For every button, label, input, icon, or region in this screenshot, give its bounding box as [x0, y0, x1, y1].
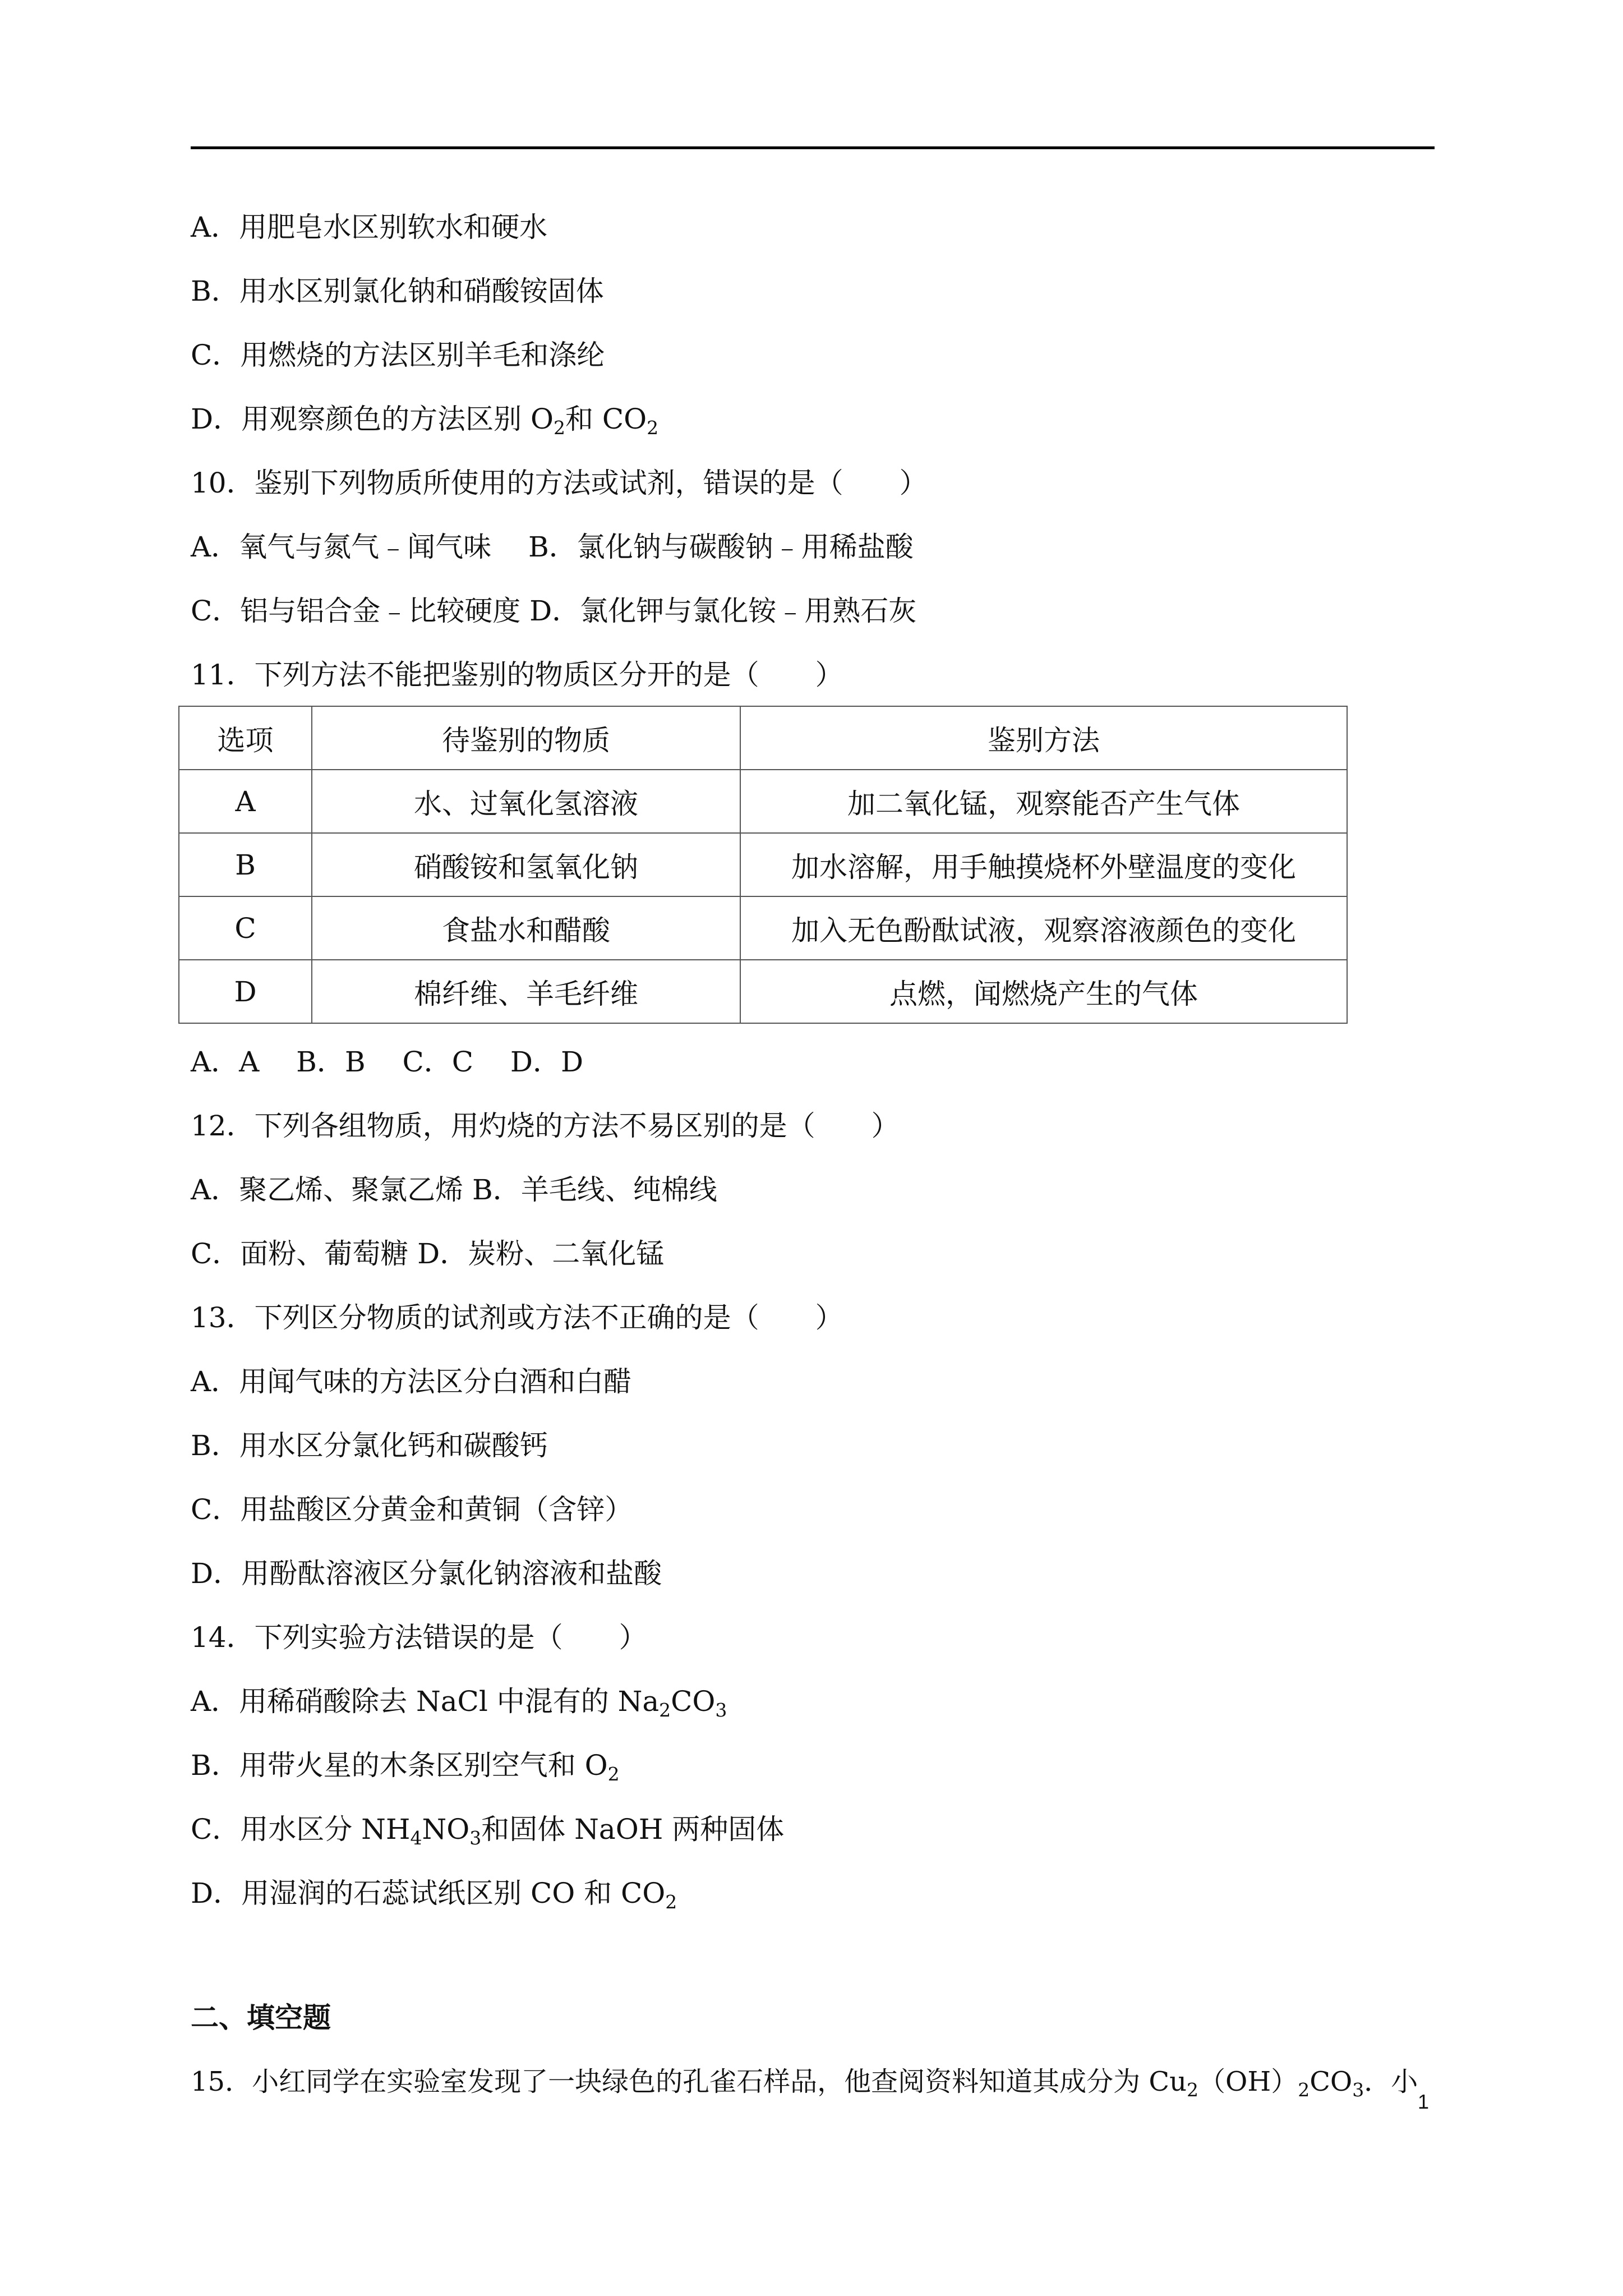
- header-method: 鉴别方法: [740, 706, 1347, 770]
- q12-options-ab: A．聚乙烯、聚氯乙烯 B．羊毛线、纯棉线: [191, 1174, 717, 1206]
- header-substance: 待鉴别的物质: [312, 706, 740, 770]
- q13-option-d: D．用酚酞溶液区分氯化钠溶液和盐酸: [191, 1557, 662, 1590]
- table-header-row: [179, 706, 1347, 770]
- table-row: [179, 960, 1347, 1023]
- q11-stem: 11．下列方法不能把鉴别的物质区分开的是（ ）: [191, 659, 843, 691]
- q10-options-cd: C．铝与铝合金﹣比较硬度 D．氯化钾与氯化铵﹣用熟石灰: [191, 595, 917, 627]
- q9-option-c: C．用燃烧的方法区别羊毛和涤纶: [191, 339, 605, 371]
- page-number: 1: [1418, 2090, 1430, 2113]
- q14-option-a: A．用稀硝酸除去 NaCl 中混有的 $Na_2CO_3$: [191, 1685, 727, 1721]
- q10-stem: 10．鉴别下列物质所使用的方法或试剂，错误的是（ ）: [191, 467, 928, 499]
- header-rule: [191, 146, 1435, 149]
- q14-stem: 14．下列实验方法错误的是（ ）: [191, 1621, 647, 1654]
- cell-option: A: [179, 770, 312, 833]
- cell-substance: 水、过氧化氢溶液: [312, 770, 740, 833]
- q14-option-b: B．用带火星的木条区别空气和 $O_2$: [191, 1749, 620, 1785]
- q13-option-b: B．用水区分氯化钙和碳酸钙: [191, 1429, 548, 1462]
- q12-stem: 12．下列各组物质，用灼烧的方法不易区别的是（ ）: [191, 1110, 900, 1142]
- cell-option: D: [179, 960, 312, 1023]
- cell-option: C: [179, 896, 312, 960]
- q15-stem: 15．小红同学在实验室发现了一块绿色的孔雀石样品，他查阅资料知道其成分为 $Cu_2(OH)_2CO_3$．小: [191, 2066, 1418, 2101]
- cell-substance: 硝酸铵和氢氧化钠: [312, 833, 740, 896]
- q13-option-a: A．用闻气味的方法区分白酒和白醋: [191, 1365, 632, 1398]
- header-option: 选项: [179, 706, 312, 770]
- table-row: [179, 896, 1347, 960]
- cell-method: 点燃，闻燃烧产生的气体: [740, 960, 1347, 1023]
- q9-option-a: A．用肥皂水区别软水和硬水: [191, 211, 548, 243]
- cell-substance: 食盐水和醋酸: [312, 896, 740, 960]
- q9-option-d: D．用观察颜色的方法区别 $O_2$和 $CO_2$: [191, 403, 659, 439]
- cell-method: 加二氧化锰，观察能否产生气体: [740, 770, 1347, 833]
- q14-option-d: D．用湿润的石蕊试纸区别 CO 和 $CO_2$: [191, 1877, 677, 1913]
- q9-option-b: B．用水区别氯化钠和硝酸铵固体: [191, 275, 604, 307]
- cell-option: B: [179, 833, 312, 896]
- q13-stem: 13．下列区分物质的试剂或方法不正确的是（ ）: [191, 1301, 843, 1334]
- cell-method: 加水溶解，用手触摸烧杯外壁温度的变化: [740, 833, 1347, 896]
- q14-option-c: C．用水区分 $NH_4NO_3$和固体 NaOH 两种固体: [191, 1813, 785, 1849]
- q11-table: [178, 706, 1348, 1024]
- cell-method: 加入无色酚酞试液，观察溶液颜色的变化: [740, 896, 1347, 960]
- q11-answers: A．A B．B C．C D．D: [191, 1046, 584, 1078]
- q12-options-cd: C．面粉、葡萄糖 D．炭粉、二氧化锰: [191, 1237, 665, 1270]
- cell-substance: 棉纤维、羊毛纤维: [312, 960, 740, 1023]
- table-row: [179, 833, 1347, 896]
- section-heading: 二、填空题: [191, 2001, 331, 2034]
- q10-options-ab: A．氧气与氮气﹣闻气味 B．氯化钠与碳酸钠﹣用稀盐酸: [191, 531, 914, 563]
- q13-option-c: C．用盐酸区分黄金和黄铜（含锌）: [191, 1493, 633, 1526]
- table-row: [179, 770, 1347, 833]
